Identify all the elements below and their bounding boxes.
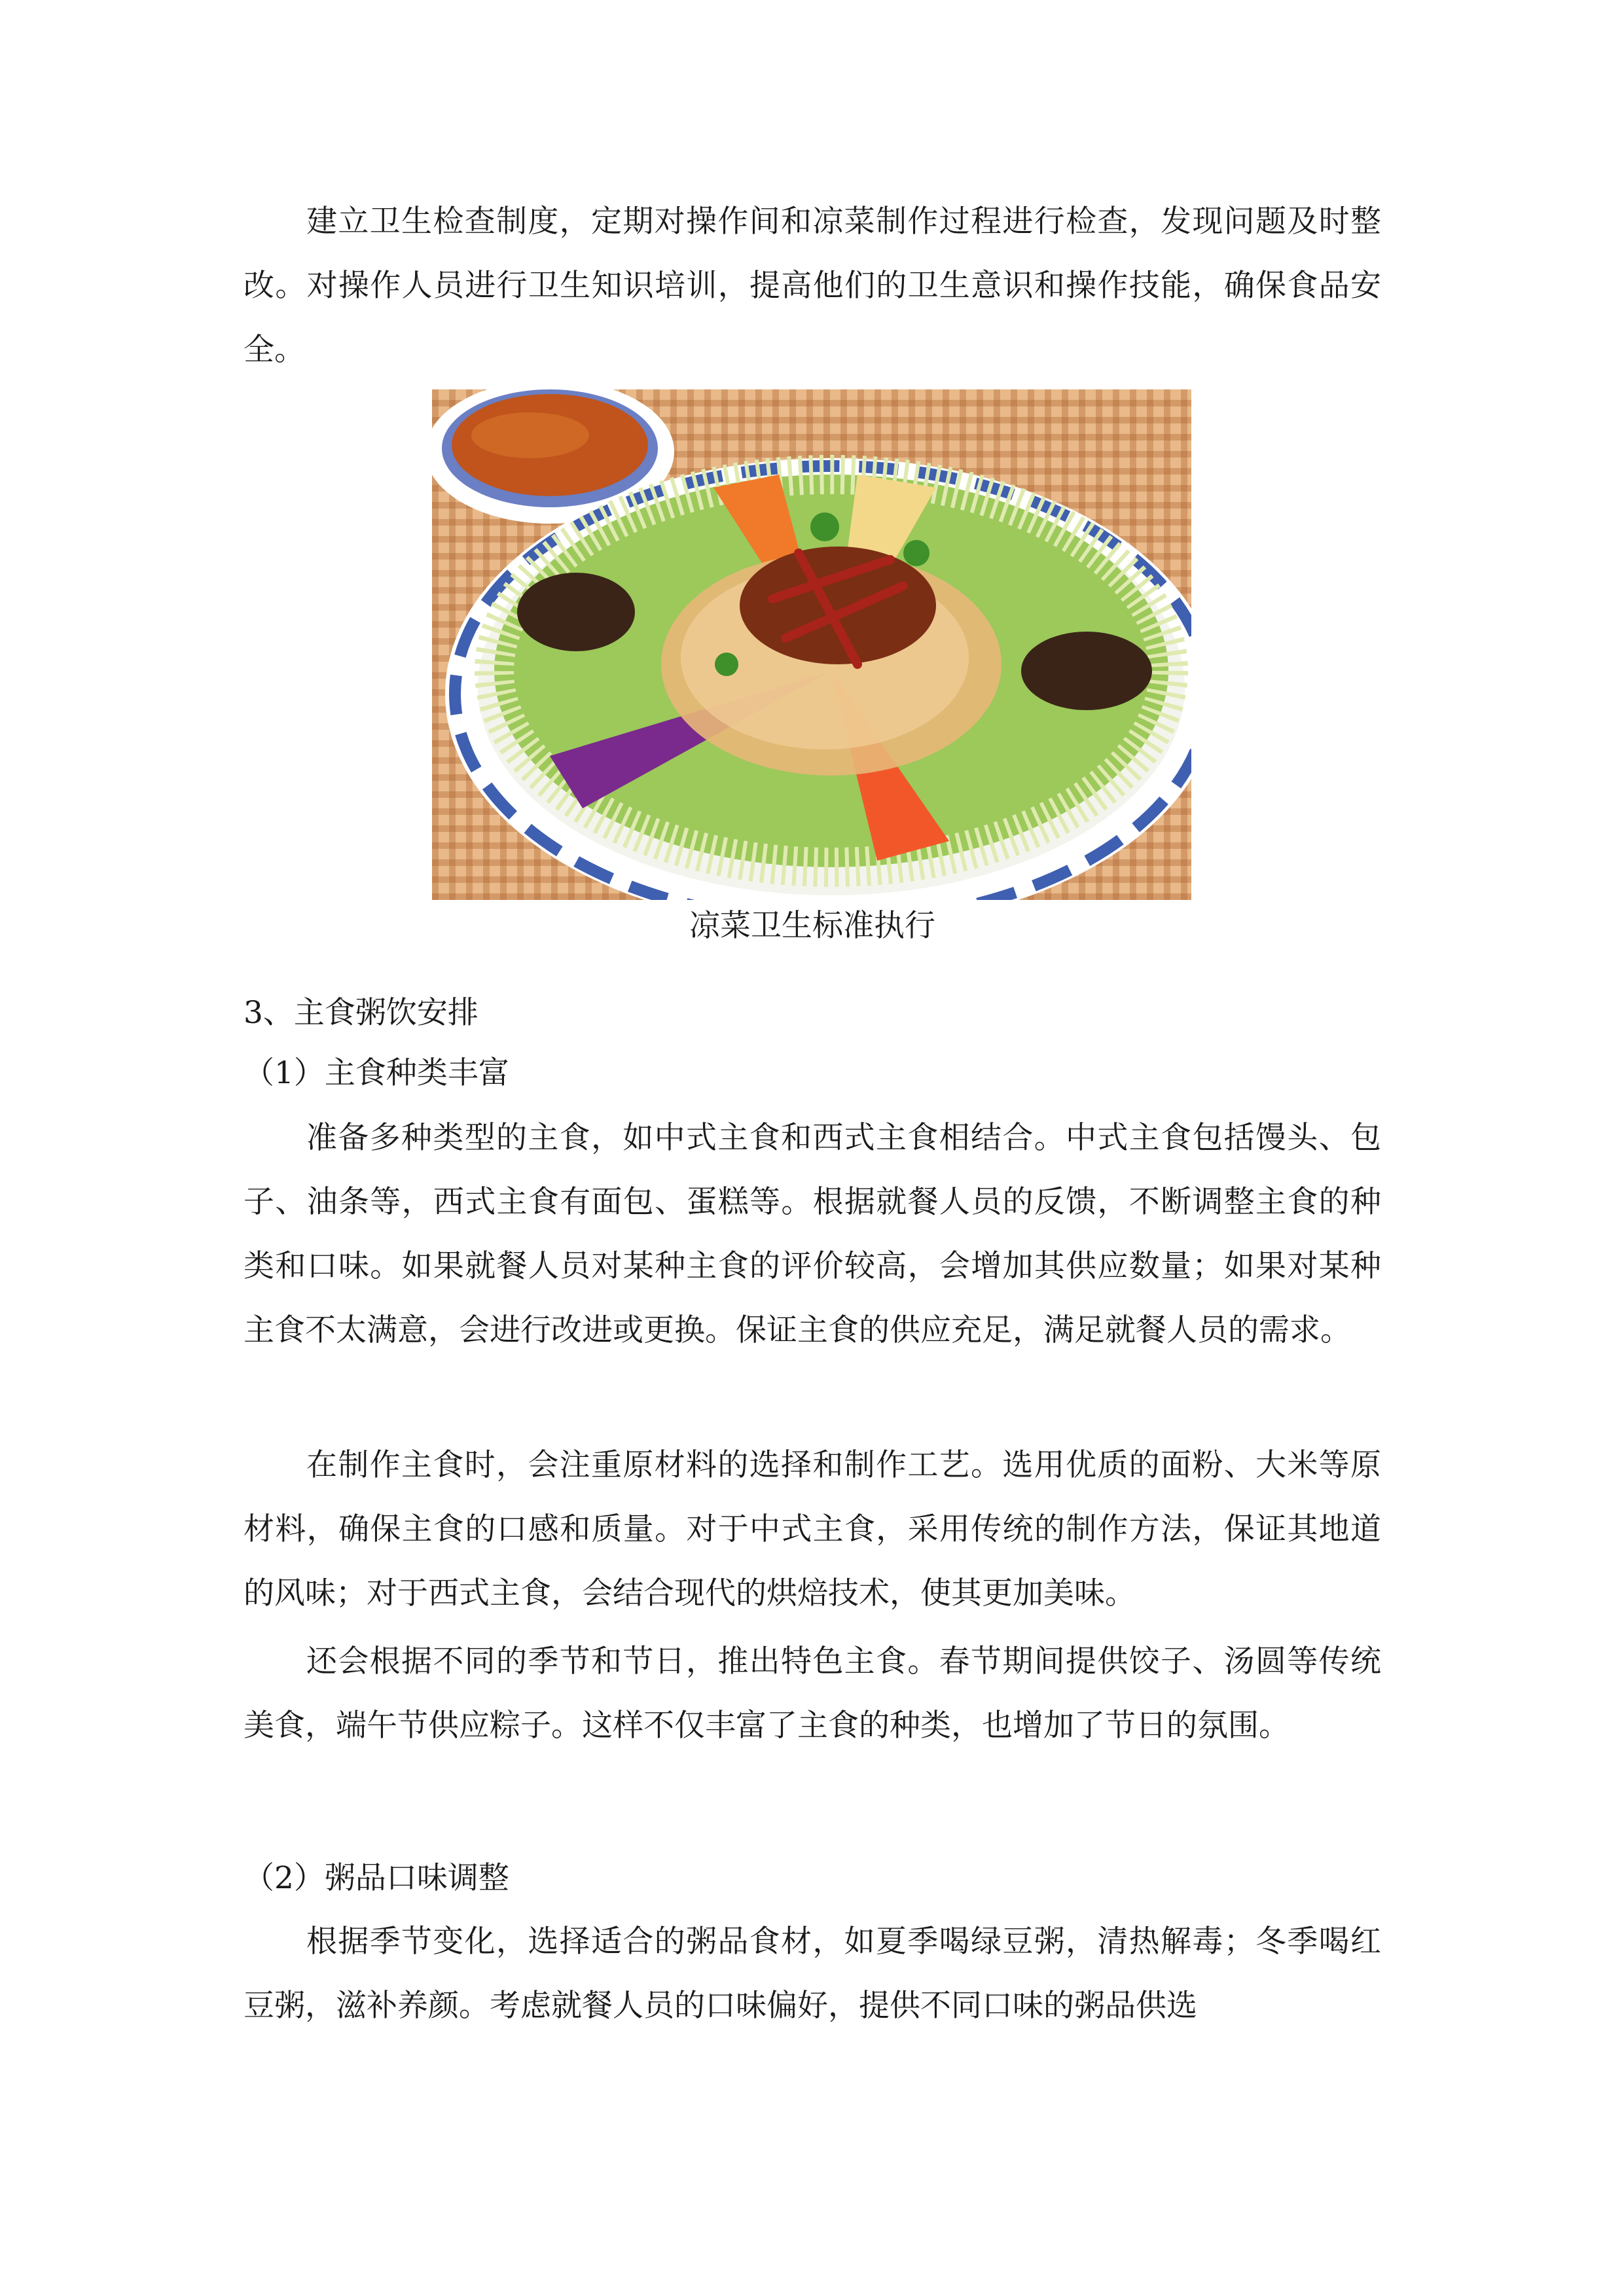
cilantro (810, 512, 839, 541)
subsection-title-staple-variety: （1）主食种类丰富 (244, 1055, 509, 1091)
subsection-title-porridge-taste: （2）粥品口味调整 (244, 1860, 509, 1896)
paragraph-staple-variety: 准备多种类型的主食，如中式主食和西式主食相结合。中式主食包括馒头、包子、油条等，西式主食有面包、蛋糕等。根据就餐人员的反馈，不断调整主食的种类和口味。如果就餐人员对某种主食的评价较高，会增加其供应数量；如果对某种主食不太满意，会进行改进或更换。保证主食的供应充足，满足就餐人员的需求。 (244, 1120, 1381, 1348)
paragraph-hygiene-inspection: 建立卫生检查制度，定期对操作间和凉菜制作过程进行检查，发现问题及时整改。对操作人员进行卫生知识培训，提高他们的卫生意识和操作技能，确保食品安全。 (244, 204, 1381, 368)
cold-dish-photo (432, 389, 1191, 900)
figure-caption: 凉菜卫生标准执行 (689, 908, 935, 944)
wood-ear-left (517, 573, 635, 651)
paragraph-staple-ingredients: 在制作主食时，会注重原材料的选择和制作工艺。选用优质的面粉、大米等原材料，确保主食的口感和质量。对于中式主食，采用传统的制作方法，保证其地道的风味；对于西式主食，会结合现代的烘焙技术，使其更加美味。 (244, 1447, 1381, 1611)
paragraph-porridge-seasonal: 根据季节变化，选择适合的粥品食材，如夏季喝绿豆粥，清热解毒；冬季喝红豆粥，滋补养颜。考虑就餐人员的口味偏好，提供不同口味的粥品供选 (244, 1924, 1381, 2024)
meat-topping (740, 547, 936, 664)
wood-ear-right (1021, 632, 1152, 710)
cold-dish-illustration (432, 389, 1191, 900)
paragraph-festival-staples: 还会根据不同的季节和节日，推出特色主食。春节期间提供饺子、汤圆等传统美食，端午节供应粽子。这样不仅丰富了主食的种类，也增加了节日的氛围。 (244, 1643, 1381, 1744)
section-title: 3、主食粥饮安排 (244, 995, 478, 1031)
